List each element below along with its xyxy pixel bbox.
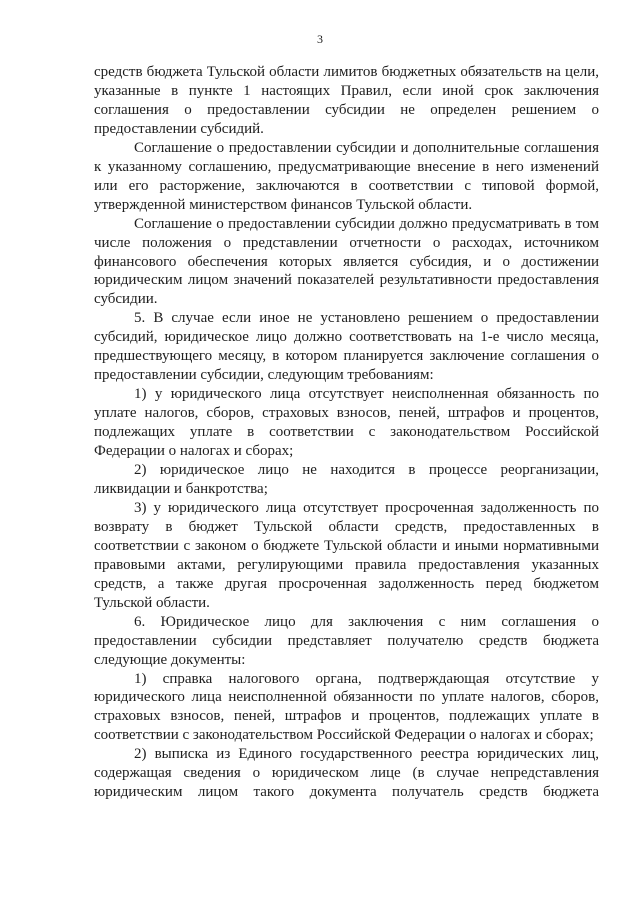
- paragraph-agreement-form: Соглашение о предоставлении субсидии и дополнительные соглашения к указанному соглашению, предусматривающие внесение в него изменений или его расторжение, заключаются в соответствии с типовой формой, утвержденной министерством финансов Тульской области.: [94, 139, 599, 213]
- paragraph-item-6-2: 2) выписка из Единого государственного реестра юридических лиц, содержащая сведения о юридическом лице (в случае непредставления юридическим лицом такого документа получатель средств бюджета: [94, 746, 599, 801]
- paragraph-item-6: 6. Юридическое лицо для заключения с ним соглашения о предоставлении субсидии представляет получателю средств бюджета следующие документы:: [94, 613, 599, 668]
- paragraph-item-5-1: 1) у юридического лица отсутствует неисполненная обязанность по уплате налогов, сборов, страховых взносов, пеней, штрафов и процентов, подлежащих уплате в соответствии с законодательством Российской Федерации о налогах и сборах;: [94, 386, 599, 460]
- document-body: [94, 63, 599, 802]
- paragraph-agreement-reporting: Соглашение о предоставлении субсидии должно предусматривать в том числе положения о представлении отчетности о расходах, источником финансового обеспечения которых является субсидия, и о достижении юридическим лицом значений показателей результативности предоставления субсидии.: [94, 215, 599, 308]
- paragraph-continuation: средств бюджета Тульской области лимитов бюджетных обязательств на цели, указанные в пункте 1 настоящих Правил, если иной срок заключения соглашения о предоставлении субсидии не определен решением о предоставлении субсидий.: [94, 64, 599, 137]
- page-number: 3: [317, 32, 323, 46]
- paragraph-item-5-3: 3) у юридического лица отсутствует просроченная задолженность по возврату в бюджет Тульской области средств, предоставленных в соответствии с законом о бюджете Тульской области и иными нормативными правовыми актами, регулирующими правила предоставления указанных средств, а также другая просроченная задолженность перед бюджетом Тульской области.: [94, 499, 599, 611]
- paragraph-item-5: 5. В случае если иное не установлено решением о предоставлении субсидий, юридическое лицо должно соответствовать на 1-е число месяца, предшествующего месяцу, в котором планируется заключение соглашения о предоставлении субсидии, следующим требованиям:: [94, 310, 599, 384]
- paragraph-item-6-1: 1) справка налогового органа, подтверждающая отсутствие у юридического лица неисполненной обязанности по уплате налогов, сборов, страховых взносов, пеней, штрафов и процентов, подлежащих уплате в соответствии с законодательством Российской Федерации о налогах и сборах;: [94, 670, 599, 744]
- paragraph-item-5-2: 2) юридическое лицо не находится в процессе реорганизации, ликвидации и банкротства;: [94, 462, 599, 497]
